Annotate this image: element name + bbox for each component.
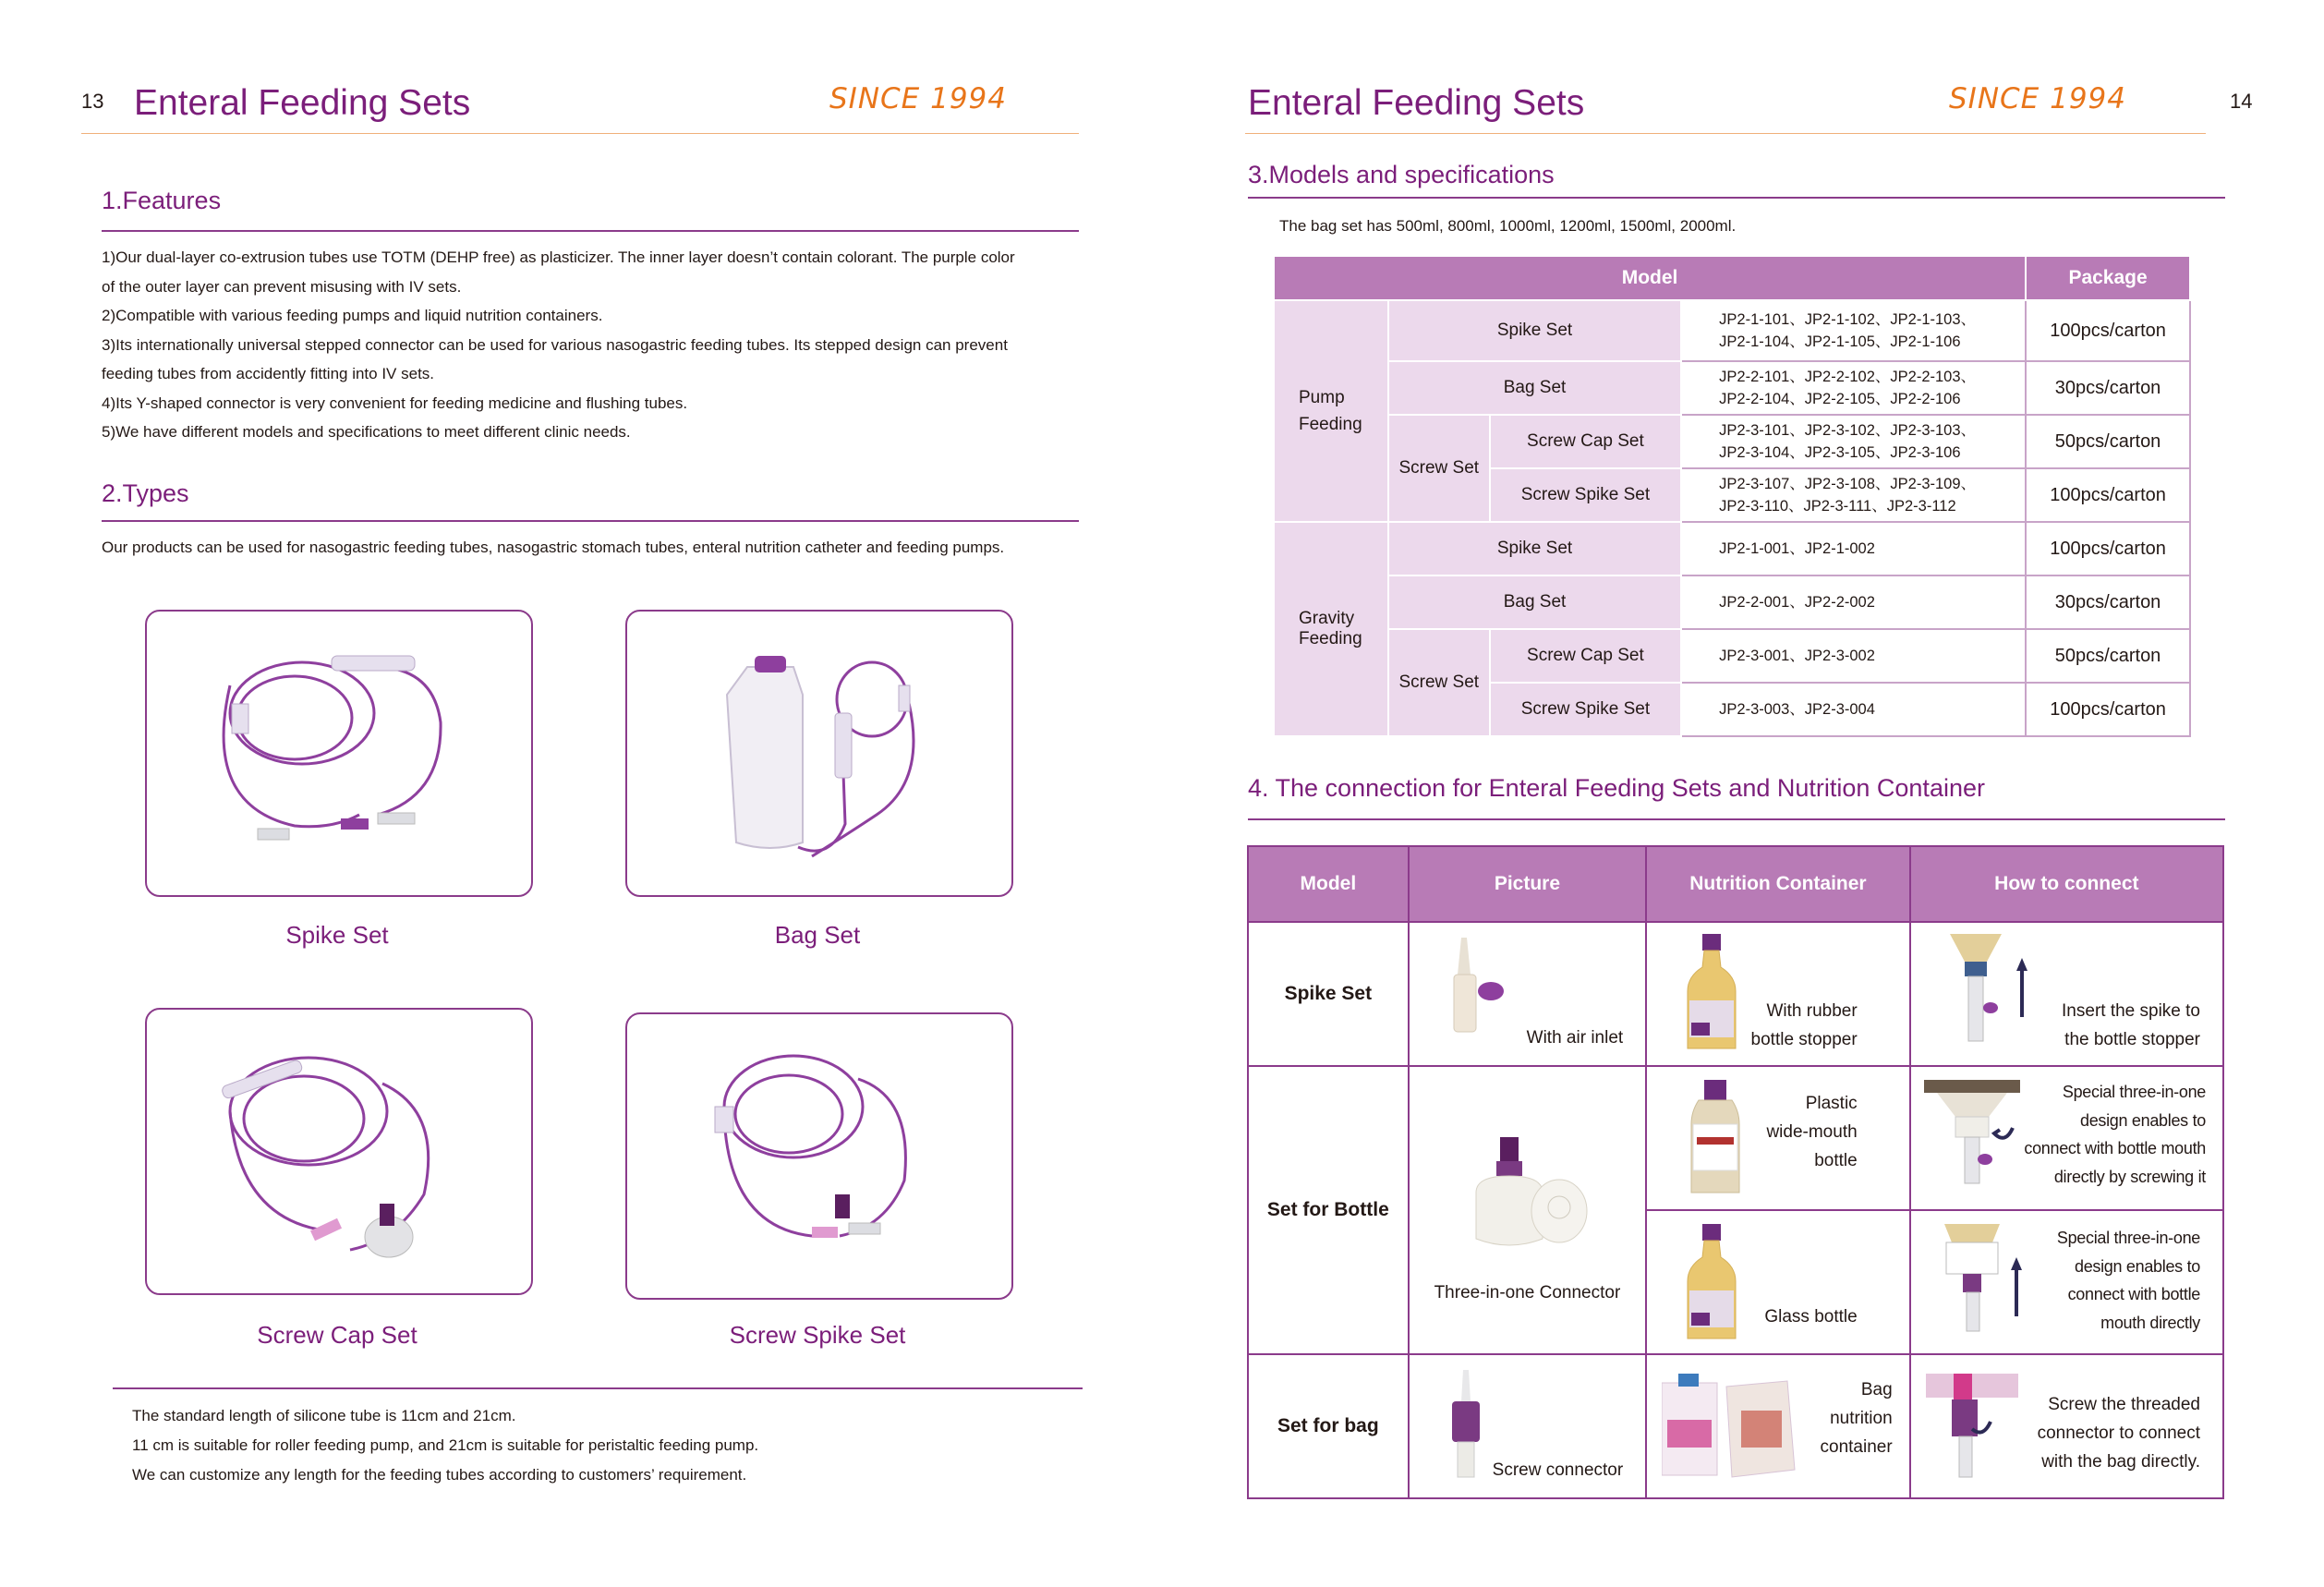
gravity-feeding-label (1274, 522, 1388, 736)
conn-text-line: mouth directly (2100, 1313, 2200, 1332)
footer-line: The standard length of silicone tube is 11cm and 21cm. (132, 1407, 516, 1424)
conn-picture-label: With air inlet (1526, 1028, 1624, 1048)
conn-how-text (2024, 1078, 2206, 1191)
features-list (102, 243, 1015, 447)
conn-text-line: with the bag directly. (2041, 1452, 2200, 1472)
bag-connect-illustration (1926, 1374, 2018, 1484)
table-row (1248, 922, 2223, 1066)
conn-model-bottle: Set for Bottle (1248, 1066, 1409, 1354)
conn-how-text (2057, 1224, 2200, 1337)
header-rule-left (81, 133, 1079, 134)
conn-header-picture: Picture (1409, 846, 1647, 922)
conn-model-bag: Set for bag (1248, 1354, 1409, 1498)
spike-set-illustration (147, 612, 531, 895)
model-name: Bag Set (1388, 361, 1681, 415)
footer-line: 11 cm is suitable for roller feeding pump, and 21cm is suitable for peristaltic feeding pump. (132, 1436, 759, 1454)
conn-how-glass (1910, 1210, 2223, 1354)
table-row (1248, 1066, 2223, 1210)
models-header-model: Model (1274, 256, 2026, 300)
pump-feeding-label (1274, 300, 1388, 522)
model-codes (1681, 415, 2026, 468)
bag-container-illustration (1662, 1374, 1800, 1484)
features-line: 1)Our dual-layer co-extrusion tubes use TOTM (DEHP free) as plasticizer. The inner layer doesn’t contain colorant. The purple color (102, 248, 1015, 266)
code-line: JP2-2-101、JP2-2-102、JP2-2-103、 (1719, 369, 1977, 385)
conn-text-line: bottle (1814, 1151, 1858, 1170)
conn-header-container: Nutrition Container (1646, 846, 1909, 922)
model-name: Spike Set (1388, 300, 1681, 361)
caption-screw-cap-set: Screw Cap Set (257, 1321, 418, 1349)
table-row (1274, 575, 2190, 629)
conn-text-line: the bottle stopper (2064, 1030, 2200, 1049)
screw-cap-set-illustration (147, 1010, 531, 1293)
features-line: feeding tubes from accidently fitting into IV sets. (102, 365, 435, 382)
spike-set-photo (145, 610, 533, 897)
conn-text-line: Special three-in-one (2056, 1229, 2200, 1247)
model-codes: JP2-3-003、JP2-3-004 (1681, 683, 2026, 736)
table-row (1274, 522, 2190, 575)
bottle-mouth-connect-illustration (1928, 1224, 2029, 1344)
spike-connector-illustration (1437, 938, 1511, 1039)
conn-text-line: design enables to (2079, 1110, 2206, 1130)
conn-text-line: Screw the threaded (2048, 1395, 2200, 1414)
footer-line: We can customize any length for the feeding tubes according to customers’ requirement. (132, 1466, 747, 1484)
conn-header-model: Model (1248, 846, 1409, 922)
conn-picture-bag (1409, 1354, 1647, 1498)
models-intro: The bag set has 500ml, 800ml, 1000ml, 1200ml, 1500ml, 2000ml. (1279, 217, 1737, 235)
conn-container-text (1751, 997, 1858, 1054)
conn-text-line: bottle stopper (1750, 1030, 1858, 1049)
conn-text-line: Plastic (1805, 1094, 1858, 1113)
spike-connect-illustration (1931, 934, 2033, 1054)
caption-spike-set: Spike Set (285, 921, 389, 949)
screw-spike-set-photo (625, 1012, 1013, 1300)
plastic-bottle-illustration (1688, 1080, 1743, 1198)
conn-text-line: Bag (1860, 1380, 1893, 1399)
model-name: Screw Spike Set (1490, 683, 1681, 736)
features-rule (102, 230, 1079, 232)
since-label-right: SINCE 1994 (1949, 82, 2126, 115)
code-line: JP2-3-107、JP2-3-108、JP2-3-109、 (1719, 476, 1977, 492)
conn-picture-spike (1409, 922, 1647, 1066)
types-rule (102, 520, 1079, 522)
conn-container-text: Glass bottle (1764, 1307, 1858, 1327)
conn-text-line: With rubber (1766, 1001, 1858, 1021)
glass-bottle-illustration (1684, 1224, 1739, 1344)
model-package: 100pcs/carton (2026, 468, 2190, 522)
conn-text-line: Special three-in-one (2062, 1083, 2206, 1101)
footer-notes (132, 1401, 758, 1490)
screw-set-label: Screw Set (1388, 415, 1490, 522)
model-package: 100pcs/carton (2026, 300, 2190, 361)
table-row (1274, 415, 2190, 468)
table-row (1274, 300, 2190, 361)
glass-bottle-illustration (1684, 934, 1739, 1054)
conn-text-line: wide-mouth (1766, 1122, 1858, 1142)
models-header-row (1274, 256, 2190, 300)
header-rule-right (1245, 133, 2206, 134)
screw-spike-set-illustration (627, 1014, 1011, 1298)
model-name: Screw Cap Set (1490, 629, 1681, 683)
conn-text-line: nutrition (1830, 1409, 1893, 1428)
model-name: Screw Cap Set (1490, 415, 1681, 468)
connection-rule (1248, 818, 2225, 820)
features-line: 3)Its internationally universal stepped connector can be used for various nasogastric feeding tubes. Its stepped design can prevent (102, 335, 1008, 354)
table-row (1274, 361, 2190, 415)
model-codes (1681, 361, 2026, 415)
bag-set-photo (625, 610, 1013, 897)
models-table (1273, 255, 2191, 737)
caption-screw-spike-set: Screw Spike Set (729, 1321, 906, 1349)
model-package: 50pcs/carton (2026, 629, 2190, 683)
features-line: 4)Its Y-shaped connector is very convenient for feeding medicine and flushing tubes. (102, 394, 688, 412)
page-number-right: 14 (2230, 90, 2253, 113)
connection-table (1247, 845, 2224, 1499)
models-rule (1248, 197, 2225, 199)
models-header-package: Package (2026, 256, 2190, 300)
conn-container-text (1766, 1089, 1857, 1175)
connection-header-row (1248, 846, 2223, 922)
footer-rule (113, 1387, 1083, 1389)
pump-label-line: Feeding (1299, 415, 1362, 434)
code-line: JP2-3-104、JP2-3-105、JP2-3-106 (1719, 444, 1961, 461)
conn-text-line: connect with bottle (2067, 1285, 2200, 1303)
conn-text-line: connect with bottle mouth (2024, 1139, 2206, 1157)
code-line: JP2-1-104、JP2-1-105、JP2-1-106 (1719, 333, 1961, 350)
model-package: 30pcs/carton (2026, 361, 2190, 415)
conn-text-line: connector to connect (2037, 1423, 2200, 1443)
conn-text-line: container (1820, 1437, 1893, 1457)
conn-header-how: How to connect (1910, 846, 2223, 922)
features-heading: 1.Features (102, 187, 222, 214)
types-heading: 2.Types (102, 479, 189, 507)
model-package: 100pcs/carton (2026, 683, 2190, 736)
conn-how-plastic (1910, 1066, 2223, 1210)
conn-container-bag (1646, 1354, 1909, 1498)
three-in-one-connector-illustration (1469, 1137, 1589, 1257)
conn-container-glass (1646, 1210, 1909, 1354)
conn-how-text (2038, 1390, 2200, 1476)
model-name: Spike Set (1388, 522, 1681, 575)
model-name: Bag Set (1388, 575, 1681, 629)
model-name: Screw Spike Set (1490, 468, 1681, 522)
conn-picture-bottle (1409, 1066, 1647, 1354)
conn-how-bag (1910, 1354, 2223, 1498)
conn-text-line: directly by screwing it (2053, 1167, 2206, 1186)
model-package: 100pcs/carton (2026, 522, 2190, 575)
features-line: 5)We have different models and specifications to meet different clinic needs. (102, 423, 631, 441)
gravity-label-line: Gravity (1299, 609, 1355, 628)
page-title-left: Enteral Feeding Sets (134, 83, 471, 123)
model-codes (1681, 468, 2026, 522)
conn-container-plastic (1646, 1066, 1909, 1210)
conn-container-spike (1646, 922, 1909, 1066)
model-codes: JP2-3-001、JP2-3-002 (1681, 629, 2026, 683)
types-description: Our products can be used for nasogastric feeding tubes, nasogastric stomach tubes, enteral nutrition catheter and feeding pumps. (102, 539, 1005, 556)
page-number-left: 13 (81, 90, 104, 113)
conn-container-text (1821, 1375, 1893, 1461)
pump-label-line: Pump (1299, 388, 1345, 407)
caption-bag-set: Bag Set (774, 921, 861, 949)
connection-heading: 4. The connection for Enteral Feeding Sets and Nutrition Container (1248, 774, 1985, 802)
model-codes: JP2-1-001、JP2-1-002 (1681, 522, 2026, 575)
table-row (1248, 1354, 2223, 1498)
code-line: JP2-3-101、JP2-3-102、JP2-3-103、 (1719, 422, 1977, 439)
screw-bottle-connect-illustration (1924, 1080, 2026, 1200)
model-package: 30pcs/carton (2026, 575, 2190, 629)
code-line: JP2-3-110、JP2-3-111、JP2-3-112 (1719, 498, 1956, 515)
conn-model-spike: Spike Set (1248, 922, 1409, 1066)
conn-picture-label: Three-in-one Connector (1434, 1283, 1621, 1302)
screw-connector-illustration (1435, 1370, 1500, 1481)
screw-cap-set-photo (145, 1008, 533, 1295)
page-title-right: Enteral Feeding Sets (1248, 83, 1585, 123)
models-heading: 3.Models and specifications (1248, 161, 1555, 188)
conn-how-spike (1910, 922, 2223, 1066)
conn-text-line: design enables to (2074, 1256, 2200, 1276)
code-line: JP2-2-104、JP2-2-105、JP2-2-106 (1719, 391, 1961, 407)
features-line: 2)Compatible with various feeding pumps and liquid nutrition containers. (102, 307, 603, 324)
code-line: JP2-1-101、JP2-1-102、JP2-1-103、 (1719, 311, 1977, 328)
conn-picture-label: Screw connector (1492, 1460, 1624, 1480)
table-row (1274, 629, 2190, 683)
model-codes (1681, 300, 2026, 361)
features-line: of the outer layer can prevent misusing with IV sets. (102, 277, 462, 296)
conn-text-line: Insert the spike to (2062, 1001, 2200, 1021)
screw-set-label: Screw Set (1388, 629, 1490, 736)
model-package: 50pcs/carton (2026, 415, 2190, 468)
conn-how-text (2062, 997, 2200, 1054)
since-label-left: SINCE 1994 (829, 82, 1007, 115)
model-codes: JP2-2-001、JP2-2-002 (1681, 575, 2026, 629)
gravity-label-line: Feeding (1299, 629, 1362, 648)
bag-set-illustration (627, 612, 1011, 895)
